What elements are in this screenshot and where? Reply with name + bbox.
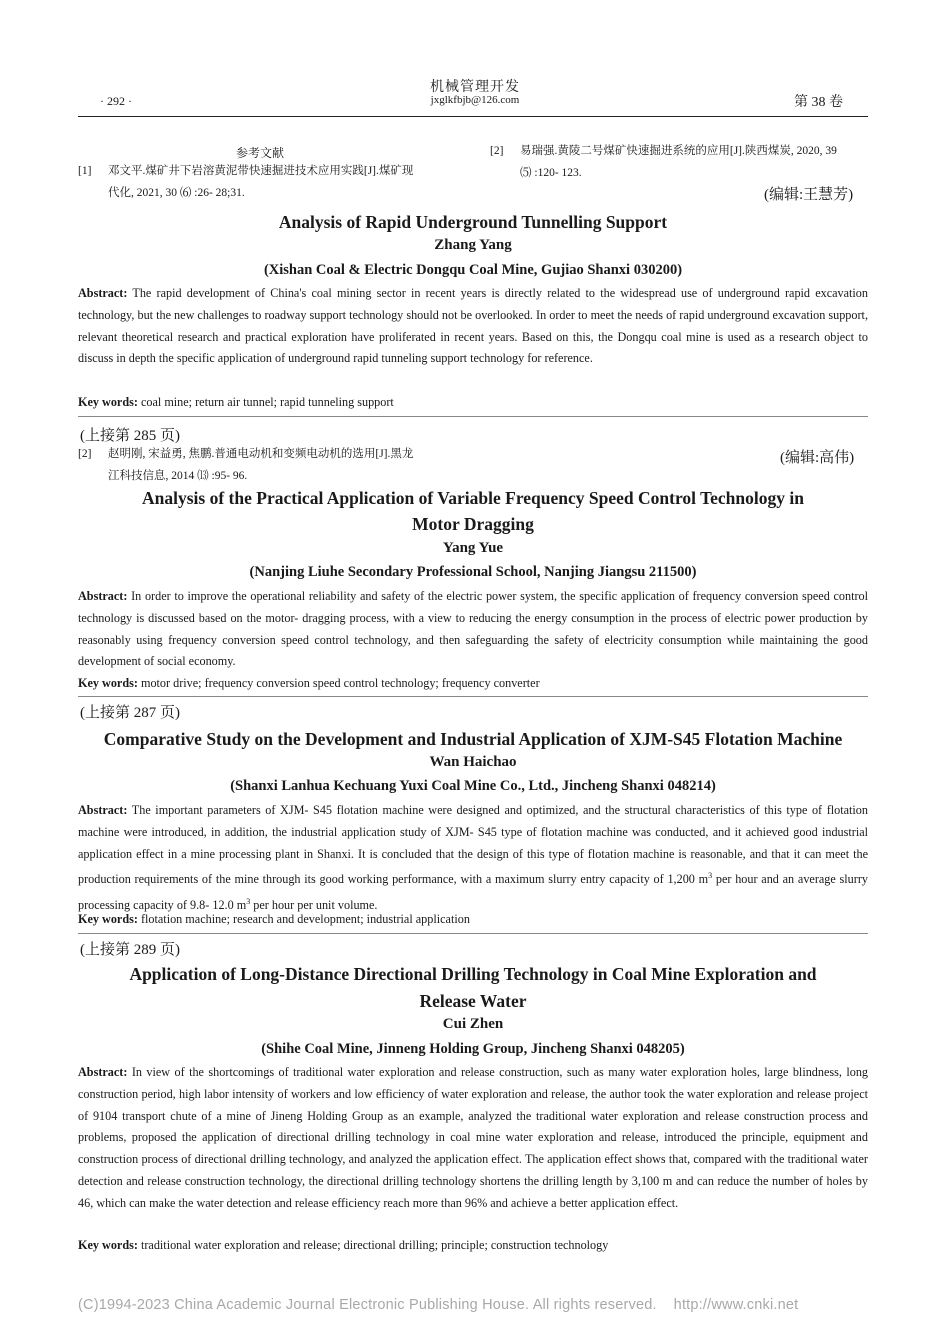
keywords-text: traditional water exploration and release; directional drilling; principle; construction technology — [140, 1238, 609, 1252]
editor-note: (编辑:王慧芳) — [764, 187, 854, 203]
article-author: Zhang Yang — [434, 237, 512, 253]
reference-line: 赵明刚, 宋益勇, 焦鹏.普通电动机和变频电动机的选用[J].黑龙 — [108, 448, 414, 460]
article-author: Yang Yue — [442, 540, 504, 556]
article-title-line: Analysis of the Practical Application of Variable Frequency Speed Control Technology in — [142, 488, 804, 508]
article-author: Wan Haichao — [429, 754, 517, 770]
section-divider — [78, 933, 868, 934]
volume-label: 第 38 卷 — [794, 95, 843, 110]
abstract-text: The rapid development of China's coal mining sector in recent years is directly related to the widespread use of underground rapid excavation technology, but the new challenges to roadway support technology should not be overlooked. In order to meet the needs of rapid underground excavation support, relevant theoretical research and practical exploration have proliferated in recent years. Based on this, the Dongqu coal mine is used as a research object to discuss in depth the specific application of underground rapid tunneling support technology for reference. — [78, 286, 868, 366]
article-abstract — [78, 586, 868, 673]
article-author: Cui Zhen — [442, 1016, 504, 1032]
article-keywords — [78, 912, 868, 927]
article-affiliation: (Xishan Coal & Electric Dongqu Coal Mine, Gujiao Shanxi 030200) — [263, 262, 683, 278]
reference-number: [2] — [490, 145, 504, 157]
keywords-text: coal mine; return air tunnel; rapid tunneling support — [140, 395, 394, 409]
reference-line: 易瑞强.黄陵二号煤矿快速掘进系统的应用[J].陕西煤炭, 2020, 39 — [520, 145, 837, 157]
journal-email: jxglkfbjb@126.com — [430, 94, 520, 106]
superscript: 3 — [246, 897, 251, 907]
article-abstract — [78, 283, 868, 370]
journal-title: 机械管理开发 — [430, 80, 520, 95]
keywords-text: motor drive; frequency conversion speed control technology; frequency converter — [140, 676, 540, 690]
abstract-label: Abstract: — [78, 286, 128, 300]
reference-item — [78, 443, 478, 487]
abstract-text: per hour per unit volume. — [250, 898, 378, 913]
article-title-line: Application of Long-Distance Directional Drilling Technology in Coal Mine Exploration and — [129, 964, 817, 984]
keywords-text: flotation machine; research and development; industrial application — [140, 912, 470, 926]
article-keywords — [78, 395, 868, 410]
abstract-label: Abstract: — [78, 589, 128, 603]
article-title-line: Motor Dragging — [412, 514, 534, 534]
article-keywords — [78, 1238, 868, 1253]
article-affiliation: (Shanxi Lanhua Kechuang Yuxi Coal Mine Co., Ltd., Jincheng Shanxi 048214) — [230, 778, 716, 794]
reference-item — [490, 140, 870, 184]
article-abstract — [78, 800, 868, 917]
page-number: · 292 · — [100, 94, 132, 108]
header-rule — [78, 116, 868, 117]
reference-line: 邓文平.煤矿井下岩溶黄泥带快速掘进技术应用实践[J].煤矿现 — [108, 165, 414, 177]
abstract-text: per hour and an average slurry processing capacity of 9.8- 12.0 m — [78, 872, 868, 913]
article-affiliation: (Nanjing Liuhe Secondary Professional School, Nanjing Jiangsu 211500) — [249, 564, 697, 580]
keywords-label: Key words: — [78, 1238, 138, 1252]
article-keywords — [78, 676, 868, 691]
copyright-footer: (C)1994-2023 China Academic Journal Electronic Publishing House. All rights reserved. http://www.cnki.net — [78, 1297, 799, 1313]
article-title: Analysis of Rapid Underground Tunnelling Support — [278, 212, 668, 232]
reference-number: [2] — [78, 448, 92, 460]
continued-from: (上接第 289 页) — [80, 942, 180, 958]
reference-line: 江科技信息, 2014 ⒀ :95- 96. — [108, 470, 248, 482]
article-abstract — [78, 1062, 868, 1215]
article-title-line: Release Water — [419, 991, 527, 1011]
abstract-text: The important parameters of XJM- S45 flotation machine were designed and optimized, and the structural characteristics of this type of flotation machine were introduced, in addition, the industrial application study of XJM- S45 type of flotation machine was conducted, and it achieved good industrial application effect in a mine processing plant in Shanxi. It is concluded that the design of this type of flotation machine is reasonable, and that it can meet the production requirements of the mine through its good working performance, with a maximum slurry entry capacity of 1,200 m — [78, 803, 868, 887]
reference-line: 代化, 2021, 30 ⑹ :26- 28;31. — [108, 187, 245, 199]
superscript: 3 — [708, 871, 713, 881]
keywords-label: Key words: — [78, 395, 138, 409]
reference-number: [1] — [78, 165, 92, 177]
abstract-label: Abstract: — [78, 803, 128, 817]
abstract-label: Abstract: — [78, 1065, 128, 1079]
keywords-label: Key words: — [78, 676, 138, 690]
editor-note: (编辑:高伟) — [780, 450, 855, 466]
abstract-text: In order to improve the operational reliability and safety of the electric power system, the specific application of frequency conversion speed control technology is discussed based on the motor- dragging process, with a view to reducing the energy consumption in the process of electric power production by reasonably using frequency conversion speed control technology, and then safeguarding the safety of electricity consumption while maintaining the good development of social economy. — [78, 589, 868, 669]
keywords-label: Key words: — [78, 912, 138, 926]
article-affiliation: (Shihe Coal Mine, Jinneng Holding Group, Jincheng Shanxi 048205) — [261, 1041, 685, 1057]
reference-line: ⑸ :120- 123. — [520, 167, 582, 179]
references-heading: 参考文献 — [236, 146, 285, 160]
abstract-text: In view of the shortcomings of traditional water exploration and release construction, such as many water exploration holes, large blindness, long construction period, high labor intensity of workers and low efficiency of water exploration and release, the author took the water exploration and release project of 9104 transport chute of a mine of Jineng Holding Group as an example, analyzed the traditional water exploration and release construction process and problems, proposed the application of directional drilling technology in coal mine water exploration and release, introduced the principle, equipment and construction process of directional drilling technology, and analyzed the application effect. The application effect shows that, compared with the traditional water detection and release construction technology, the directional drilling technology shortens the drilling length by 3,100 m and can reduce the number of holes by 46, which can make the water detection and release efficiency reach more than 96% and achieve a better application effect. — [78, 1065, 869, 1210]
article-title: Comparative Study on the Development and Industrial Application of XJM-S45 Flotation Machine — [103, 729, 843, 749]
continued-from: (上接第 287 页) — [80, 705, 180, 721]
continued-from: (上接第 285 页) — [80, 428, 180, 444]
section-divider — [78, 696, 868, 697]
reference-item — [78, 160, 478, 204]
section-divider — [78, 416, 868, 417]
